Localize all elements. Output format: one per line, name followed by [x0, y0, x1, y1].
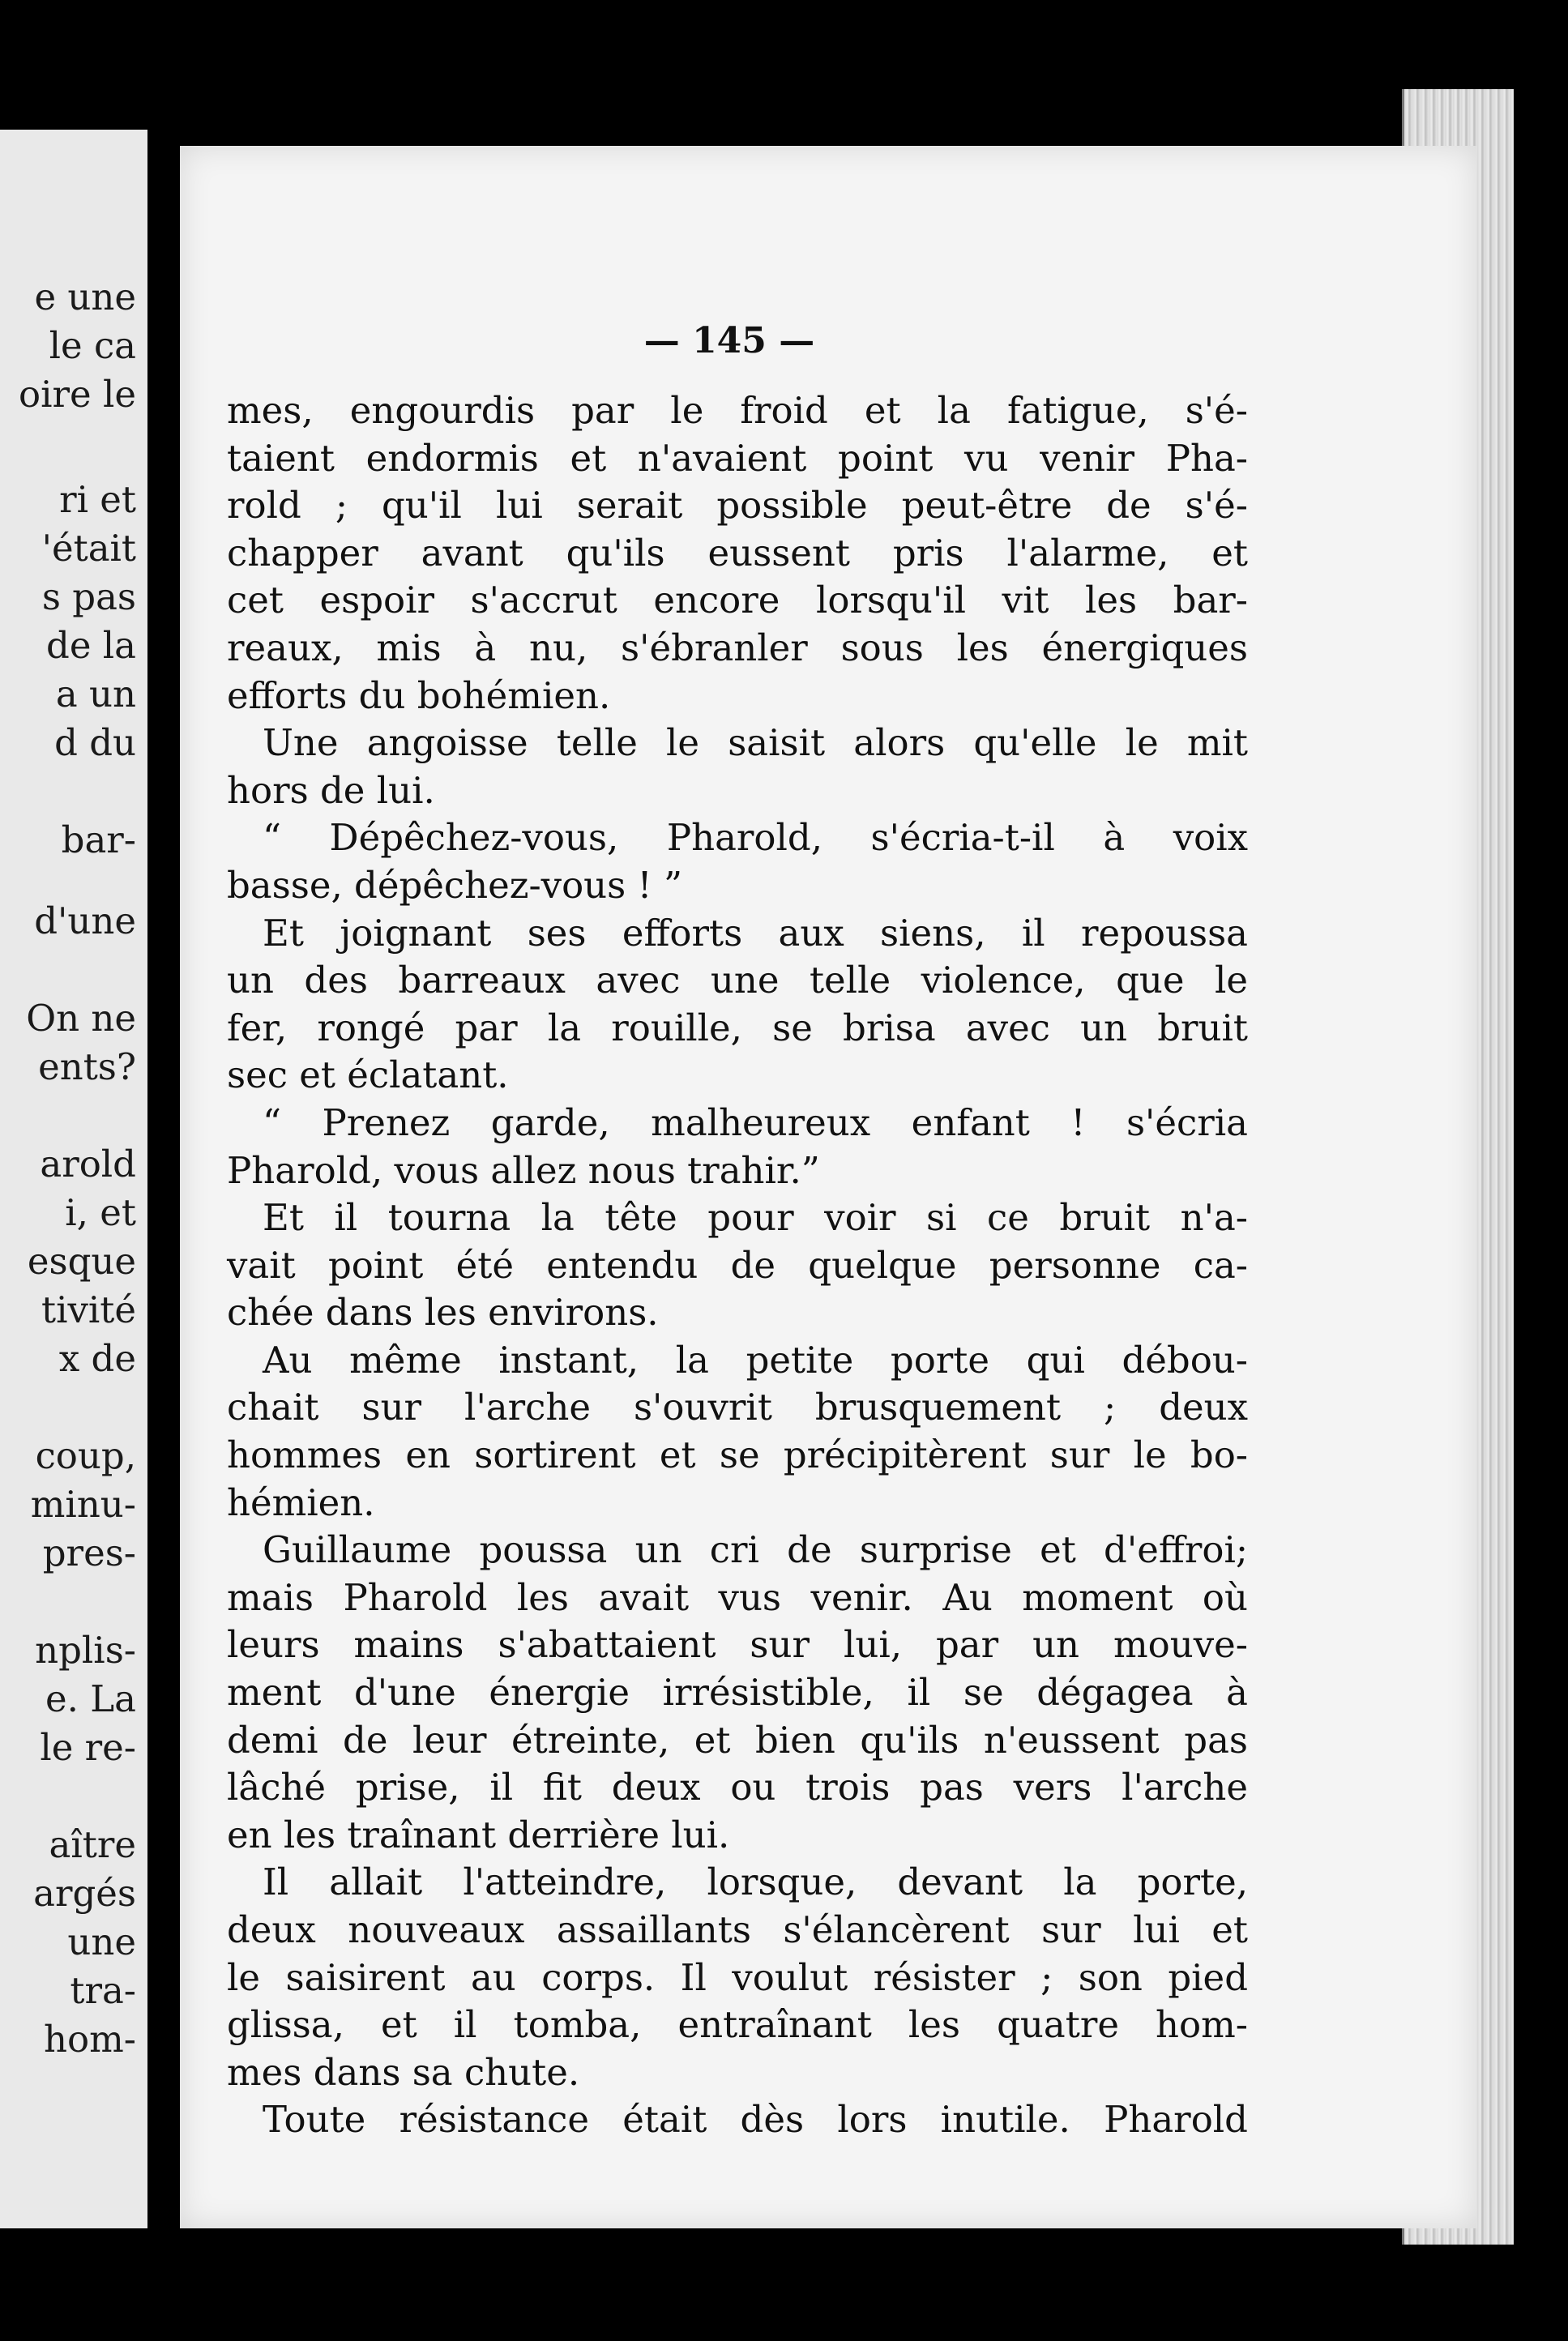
previous-page-fragment: minu- [30, 1483, 136, 1526]
text-line: cet espoir s'accrut encore lorsqu'il vit les bar- [227, 579, 1248, 622]
text-line: mais Pharold les avait vus venir. Au moment où [227, 1575, 1248, 1619]
text-line: mes, engourdis par le froid et la fatigue, s'é- [227, 389, 1248, 432]
text-line: en les traînant derrière lui. [227, 1813, 730, 1856]
text-line: sec et éclatant. [227, 1053, 509, 1097]
previous-page-fragment: 'était [41, 527, 136, 570]
previous-page-fragment: i, et [65, 1191, 136, 1234]
text-line: “ Prenez garde, malheureux enfant ! s'écria [263, 1100, 1248, 1144]
previous-page-fragment: le ca [49, 324, 136, 367]
text-line: “ Dépêchez-vous, Pharold, s'écria-t-il à voix [263, 816, 1248, 860]
previous-page-fragment: le re- [40, 1726, 136, 1769]
text-line: deux nouveaux assaillants s'élancèrent sur lui et [227, 1908, 1248, 1951]
previous-page-fragment: nplis- [35, 1629, 136, 1672]
previous-page-fragment: argés [33, 1872, 136, 1915]
text-line: hémien. [227, 1480, 375, 1524]
previous-page-fragment: arold [40, 1143, 136, 1185]
previous-page-fragment: e. La [45, 1677, 136, 1720]
text-line: glissa, et il tomba, entraînant les quatre hom- [227, 2003, 1248, 2047]
text-line: Et joignant ses efforts aux siens, il repoussa [263, 911, 1248, 955]
text-line: un des barreaux avec une telle violence, que le [227, 959, 1248, 1002]
previous-page-fragment: d'une [34, 899, 136, 942]
text-line: efforts du bohémien. [227, 673, 611, 717]
previous-page-edge [0, 130, 147, 2228]
text-line: ment d'une énergie irrésistible, il se dégagea à [227, 1671, 1248, 1715]
text-line: basse, dépêchez-vous ! ” [227, 863, 682, 907]
text-line: chait sur l'arche s'ouvrit brusquement ; deux [227, 1386, 1248, 1429]
text-line: leurs mains s'abattaient sur lui, par un mouve- [227, 1623, 1248, 1667]
text-line: hors de lui. [227, 768, 435, 812]
previous-page-fragment: e une [34, 276, 136, 318]
previous-page-fragment: de la [46, 624, 136, 667]
text-line: Pharold, vous allez nous trahir.” [227, 1148, 820, 1192]
previous-page-fragment: hom- [44, 2018, 136, 2061]
text-line: le saisirent au corps. Il voulut résister ; son pied [227, 1955, 1248, 1999]
page-body-text [227, 387, 1248, 2144]
previous-page-fragment: esque [27, 1240, 136, 1283]
previous-page-fragment: x de [58, 1337, 136, 1380]
previous-page-fragment: d du [54, 721, 136, 764]
previous-page-fragment: s pas [41, 575, 136, 618]
text-line: Il allait l'atteindre, lorsque, devant la porte, [263, 1860, 1248, 1904]
text-line: mes dans sa chute. [227, 2050, 580, 2094]
page-number: — 145 — [643, 320, 815, 361]
previous-page-fragment: a un [55, 673, 136, 716]
previous-page-fragment: coup, [35, 1434, 136, 1477]
previous-page-fragment: On ne [26, 997, 136, 1040]
text-line: rold ; qu'il lui serait possible peut-être de s'é- [227, 484, 1248, 528]
previous-page-fragment: ri et [59, 478, 136, 521]
previous-page-fragment: ents? [38, 1045, 136, 1088]
text-line: Au même instant, la petite porte qui débou- [263, 1338, 1248, 1382]
text-line: Guillaume poussa un cri de surprise et d'effroi; [263, 1528, 1248, 1572]
text-line: Une angoisse telle le saisit alors qu'elle le mit [263, 721, 1248, 765]
text-line: vait point été entendu de quelque personne ca- [227, 1243, 1248, 1287]
text-line: demi de leur étreinte, et bien qu'ils n'eussent pas [227, 1718, 1248, 1762]
previous-page-fragment: tivité [41, 1288, 136, 1331]
previous-page-fragment: tra- [70, 1969, 136, 2012]
text-line: taient endormis et n'avaient point vu venir Pha- [227, 436, 1248, 480]
previous-page-fragment: bar- [61, 818, 136, 861]
text-line: lâché prise, il fit deux ou trois pas vers l'arche [227, 1766, 1248, 1809]
previous-page-fragment: aître [49, 1823, 136, 1866]
text-line: hommes en sortirent et se précipitèrent sur le bo- [227, 1433, 1248, 1477]
text-line: Toute résistance était dès lors inutile. Pharold [263, 2098, 1248, 2142]
text-line: fer, rongé par la rouille, se brisa avec un bruit [227, 1006, 1248, 1049]
previous-page-fragment: oire le [19, 373, 136, 416]
text-line: reaux, mis à nu, s'ébranler sous les énergiques [227, 626, 1248, 669]
previous-page-fragment: pres- [42, 1531, 136, 1574]
text-line: chapper avant qu'ils eussent pris l'alarme, et [227, 531, 1248, 575]
previous-page-fragment: une [67, 1920, 136, 1963]
text-line: Et il tourna la tête pour voir si ce bruit n'a- [263, 1196, 1248, 1240]
text-line: chée dans les environs. [227, 1291, 659, 1335]
